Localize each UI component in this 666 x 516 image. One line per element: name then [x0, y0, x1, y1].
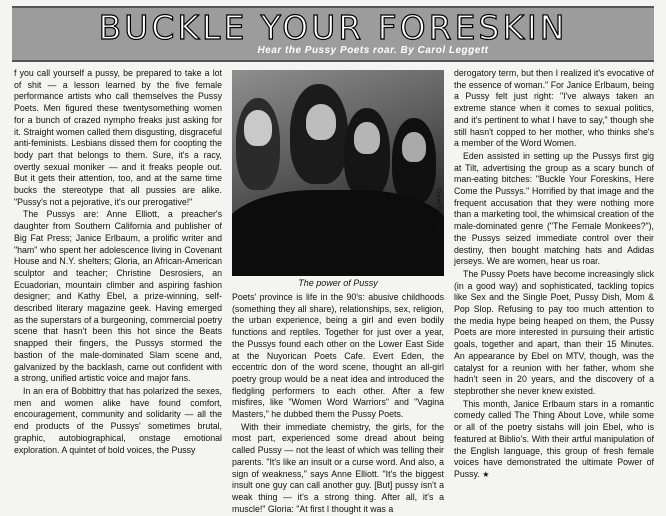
end-mark-icon: ★	[482, 469, 490, 479]
photo-figure	[244, 110, 272, 146]
photo-figure	[402, 132, 426, 162]
paragraph: Poets' province is life in the 90's: abusive childhoods (something they all share), relationships, sex, religion, the urban experience, being a girl and even bodily functions and reptiles. Together for just over a year, the Pussys found each other on the Lower East Side at the Nuyorican Poets Cafe. Evert Eden, the eccentric don of the word scene, thought an all-girl poetry group would be a neat idea and introduced the fledgling performers to each other. After a few misfires, like "Women Word Warriors" and "Vagina Masters," he dubbed them the Pussy Poets.	[232, 292, 444, 420]
article-body	[12, 68, 654, 514]
photo-figure	[232, 190, 444, 276]
headline-banner	[12, 6, 654, 62]
headline: BUCKLE YOUR FORESKIN	[98, 8, 568, 47]
photo-caption: The power of Pussy	[298, 278, 378, 288]
column-left	[14, 68, 222, 457]
photo-figure	[306, 104, 336, 140]
photo-figure	[354, 122, 380, 154]
deck-byline: Hear the Pussy Poets roar. By Carol Leggett	[257, 45, 489, 56]
paragraph: With their immediate chemistry, the girls, for the most part, experienced some dread about being called Pussy — not the least of which was telling their parents. "It's like an insult or a curse word. And also, a sign of weakness," says Anne Elliott. "It's the biggest insult one guy can call another guy. [But] pussy isn't a weak thing — it's a strong thing. After all, it's a muscle!" Gloria: "At first I thought it was a	[232, 421, 444, 514]
group-photo	[232, 70, 444, 276]
photo-credit: JOHN DIFILIPPO	[437, 188, 443, 243]
column-right	[454, 68, 654, 482]
paragraph: In an era of Bobbittry that has polarized the sexes, men and women alike have found comfort, encouragement, community and solidarity — all the end products of the Pussys' sometimes brutal, graphic, autobiographical, onstage emotional exploration. A quintet of bold voices, the Pussy	[14, 385, 222, 455]
paragraph: The Pussys are: Anne Elliott, a preacher's daughter from Southern California and publisher of Big Fat Press; Janice Erlbaum, a prolific writer and "ham" who spent her adolescence living in Covenant House and N.Y. shelters; Gloria, an African-American sculptor and teacher; Christine Desrosiers, an Ecuadorian, mountain climber and aspiring fashion designer; and Kathy Ebel, a prize-winning, self-described literary magazine geek. Having emerged as the superstars of a burgeoning, commercial poetry scene that hasn't been this hot since the Beats snapped their fingers, the Pussys stormed the bastion of the male-dominated Slam scene and, galvanized by the backlash, came out confident with a strong, unified artistic voice and major fans.	[14, 209, 222, 384]
paragraph: The Pussy Poets have become increasingly slick (in a good way) and sophisticated, tackling topics like Sex and the Single Poet, Pussy Dish, Mom & Pop Slop. Refusing to pay too much attention to the media hype being heaped on them, the Pussy Poets are more interested in pursuing their artistic goals, together and apart, than their 15 Minutes. An appearance by Ebel on MTV, though, was the catalyst for a reunion with her father, whom she hadn't seen in 20 years, and the discovery of a stepbrother she never knew existed.	[454, 268, 654, 396]
paragraph: derogatory term, but then I realized it's evocative of the essence of woman." For Janice Erlbaum, being a Pussy felt just right: "I've always taken an extreme stance when it comes to sexual politics, and it's pertinent to what I have to say," though she still hasn't copped to her mother, who thinks she's a member of the Word Women.	[454, 68, 654, 149]
paragraph-text: This month, Janice Erlbaum stars in a romantic comedy called The Thing About Love, while some or all of the poetry sistahs will join Ebel, who is featured at Biblio's. With their artful manipulation of the English language, this group of fresh female voices have demonstrated the ultimate Power of Pussy.	[454, 398, 654, 479]
paragraph: f you call yourself a pussy, be prepared to take a lot of shit — a lesson learned by the five female performance artists who call themselves the Pussy Poets. Men figured these twentysomething women for a bunch of crazed nympho freaks just asking for it. Straight women called them disgusting, disgraceful anti-feminists. Lesbians dissed them for coopting the body part that belongs to them. Sure, it's a racy, overtly sexual moniker — and it freaks people out. But it gets their attention, too, and at the same time bucks the stereotype that all pussies are alike. "Pussy's not a pejorative, it's our prerogative!"	[14, 68, 222, 207]
column-middle	[232, 292, 444, 516]
paragraph: Eden assisted in setting up the Pussys first gig at Tilt, advertising the group as a scary bunch of man-eating bitches: "Buckle Your Foreskins, Here Come the Pussys." Horrified by that image and the frequent accusation that they were nothing more than a marketing tool, the whimsical creation of the male-dominated genre ("The Female Monkees?"), the Pussys seized immediate control over their destiny, then bought matching hats and Adidas jerseys. We are women, hear us roar.	[454, 150, 654, 267]
paragraph	[454, 399, 654, 481]
